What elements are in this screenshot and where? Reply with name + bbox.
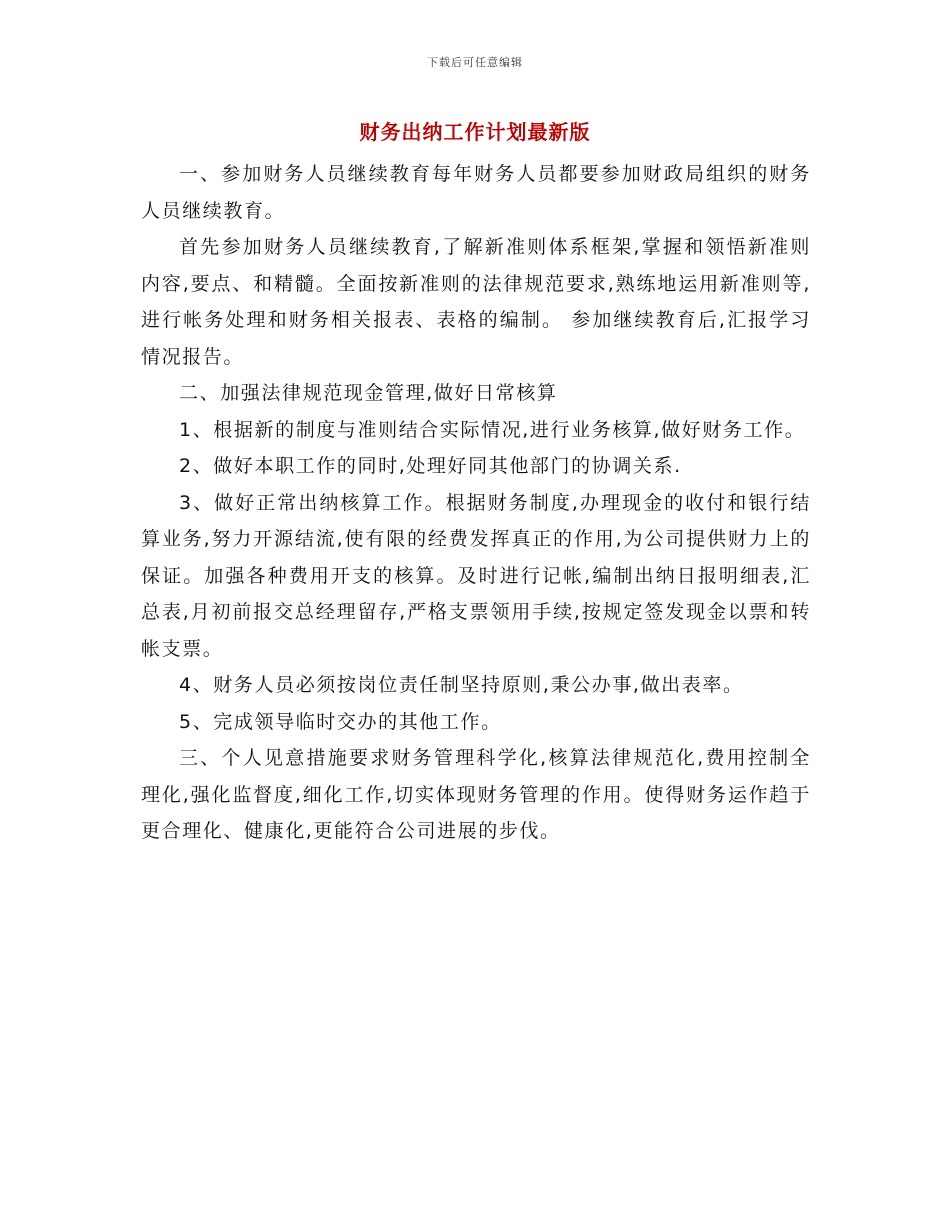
paragraph-2: 首先参加财务人员继续教育,了解新准则体系框架,掌握和领悟新准则内容,要点、和精髓。全面按新准则的法律规范要求,熟练地运用新准则等,进行帐务处理和财务相关报表、表格的编制。 参加继续教育后,汇报学习情况报告。 — [141, 236, 811, 368]
document-body — [141, 156, 811, 850]
paragraph-4: 1、根据新的制度与准则结合实际情况,进行业务核算,做好财务工作。 — [179, 418, 806, 441]
paragraph-1: 一、参加财务人员继续教育每年财务人员都要参加财政局组织的财务人员继续教育。 — [141, 163, 811, 222]
paragraph-8: 5、完成领导临时交办的其他工作。 — [179, 710, 502, 733]
document-title: 财务出纳工作计划最新版 — [359, 120, 591, 144]
paragraph-5: 2、做好本职工作的同时,处理好同其他部门的协调关系. — [179, 455, 682, 477]
paragraph-9: 三、个人见意措施要求财务管理科学化,核算法律规范化,费用控制全理化,强化监督度,细化工作,切实体现财务管理的作用。使得财务运作趋于更合理化、健康化,更能符合公司进展的步伐。 — [141, 747, 811, 842]
paragraph-7: 4、财务人员必须按岗位责任制坚持原则,秉公办事,做出表率。 — [179, 674, 744, 696]
paragraph-6: 3、做好正常出纳核算工作。根据财务制度,办理现金的收付和银行结算业务,努力开源结流,使有限的经费发挥真正的作用,为公司提供财力上的保证。加强各种费用开支的核算。及时进行记帐,编制出纳日报明细表,汇总表,月初前报交总经理留存,严格支票领用手续,按规定签发现金以票和转帐支票。 — [141, 491, 811, 660]
header-note: 下载后可任意编辑 — [427, 56, 523, 69]
paragraph-3: 二、加强法律规范现金管理,做好日常核算 — [179, 382, 558, 404]
